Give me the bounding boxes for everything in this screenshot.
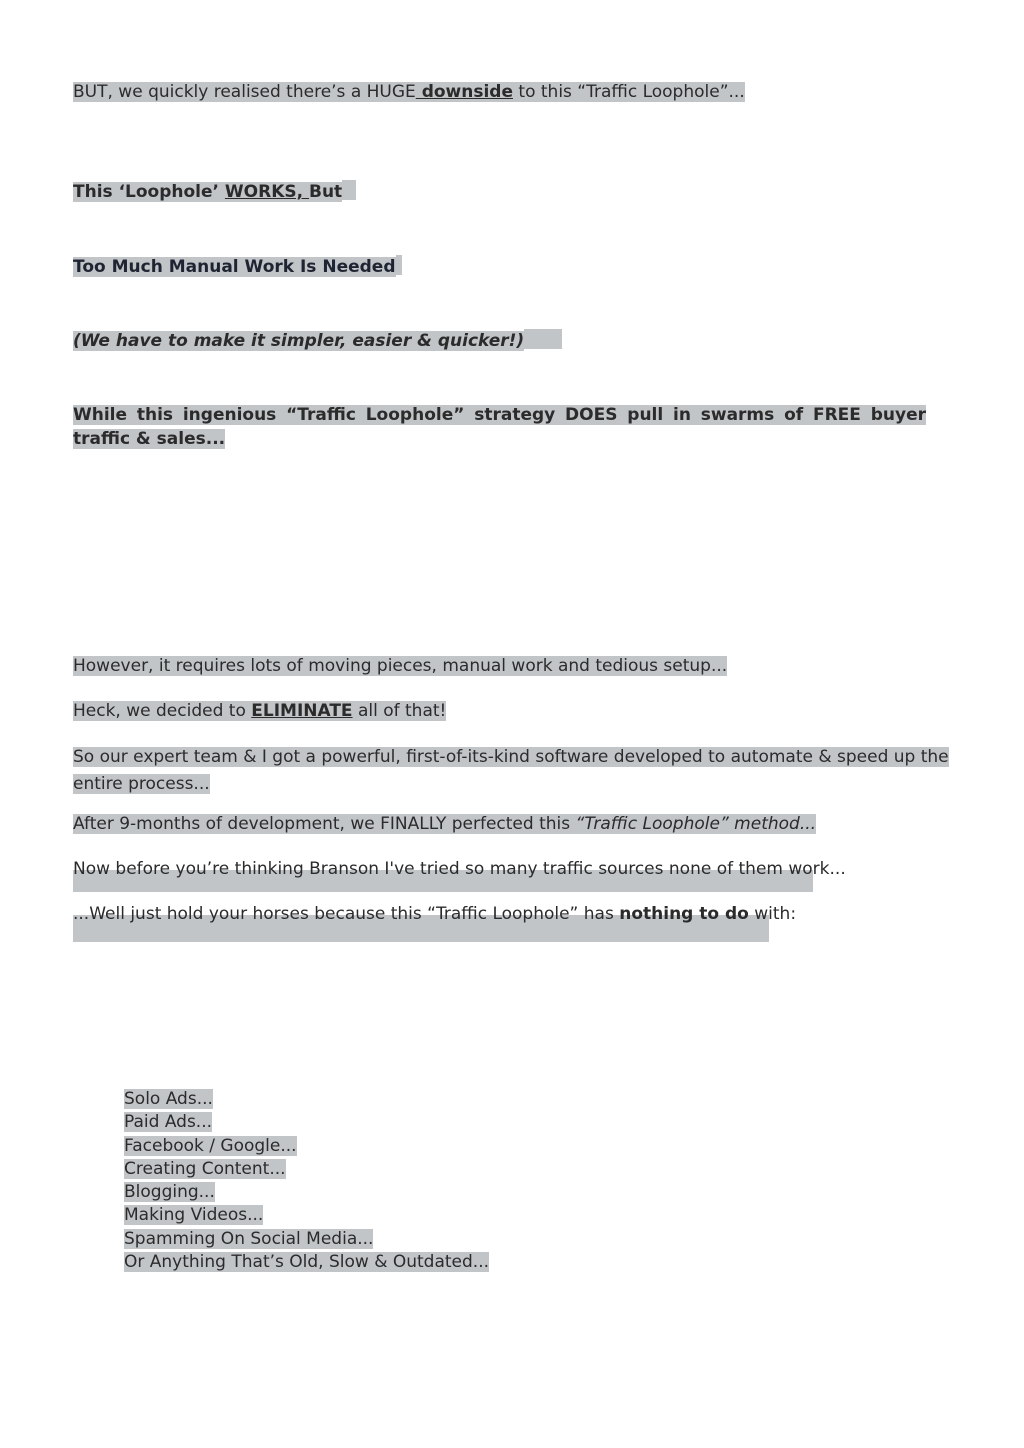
list-item-text: Spamming On Social Media... — [124, 1228, 374, 1249]
list-item — [124, 1228, 489, 1251]
heading-loophole-works-start: This ‘Loophole’ — [73, 182, 225, 202]
highlight-gap — [342, 180, 356, 200]
paragraph-moving-pieces — [73, 654, 727, 678]
paragraph-branson — [73, 857, 846, 881]
heading-loophole-works — [73, 180, 356, 204]
nothing-to-do-emphasis: nothing to do — [619, 904, 749, 924]
paragraph-eliminate — [73, 699, 446, 723]
list-item-text: Paid Ads... — [124, 1112, 213, 1133]
traffic-sources-list — [124, 1088, 489, 1274]
heading-loophole-works-end: But — [309, 182, 343, 202]
heading-manual-work-text: Too Much Manual Work Is Needed — [73, 257, 396, 277]
list-item — [124, 1181, 489, 1204]
intro-line — [73, 80, 745, 104]
strong-paragraph — [73, 403, 926, 451]
eliminate-emphasis: ELIMINATE — [251, 701, 353, 721]
list-item — [124, 1111, 489, 1134]
paragraph-eliminate-start: Heck, we decided to — [73, 701, 252, 721]
paragraph-software-line2 — [73, 772, 210, 796]
downside-link[interactable]: downside — [415, 82, 513, 102]
list-item-text: Making Videos... — [124, 1205, 264, 1226]
list-item-text: Or Anything That’s Old, Slow & Outdated... — [124, 1252, 490, 1273]
heading-simpler — [73, 329, 562, 353]
intro-text: BUT, we quickly realised there’s a HUGE — [73, 82, 416, 102]
paragraph-development — [73, 812, 816, 836]
highlight-gap — [396, 255, 402, 275]
list-item — [124, 1251, 489, 1274]
list-item-text: Solo Ads... — [124, 1089, 213, 1109]
traffic-loophole-method: “Traffic Loophole” method... — [575, 814, 817, 834]
paragraph-nothing-to-do-start: ...Well just hold your horses because this “Traffic Loophole” has — [73, 904, 620, 924]
heading-works-underlined: WORKS, — [224, 182, 309, 202]
strong-paragraph-text: While this ingenious “Traffic Loophole” strategy DOES pull in swarms of FREE buyer traffic & sales... — [73, 405, 926, 449]
list-item-text: Facebook / Google... — [124, 1135, 297, 1156]
list-item — [124, 1204, 489, 1227]
paragraph-nothing-to-do-end: with: — [748, 904, 797, 924]
intro-text-end: to this “Traffic Loophole”... — [513, 82, 745, 102]
list-item — [124, 1088, 489, 1111]
paragraph-nothing-to-do — [73, 902, 796, 926]
paragraph-moving-pieces-text: However, it requires lots of moving pieces, manual work and tedious setup... — [73, 656, 728, 676]
list-item-text: Blogging... — [124, 1182, 215, 1203]
paragraph-development-text: After 9-months of development, we FINALLY perfected this — [73, 814, 576, 834]
list-item-text: Creating Content... — [124, 1158, 286, 1179]
paragraph-branson-text: Now before you’re thinking Branson I've tried so many traffic sources none of them work... — [73, 859, 846, 879]
heading-manual-work — [73, 255, 402, 279]
list-item — [124, 1135, 489, 1158]
highlight-gap — [524, 329, 562, 349]
heading-simpler-text: (We have to make it simpler, easier & quicker!) — [73, 331, 525, 351]
paragraph-software-line2-text: entire process... — [73, 774, 210, 794]
paragraph-software-line1-text: So our expert team & I got a powerful, first-of-its-kind software developed to automate & speed up the — [73, 747, 949, 767]
paragraph-software-line1 — [73, 745, 949, 769]
list-item — [124, 1158, 489, 1181]
paragraph-eliminate-end: all of that! — [352, 701, 447, 721]
